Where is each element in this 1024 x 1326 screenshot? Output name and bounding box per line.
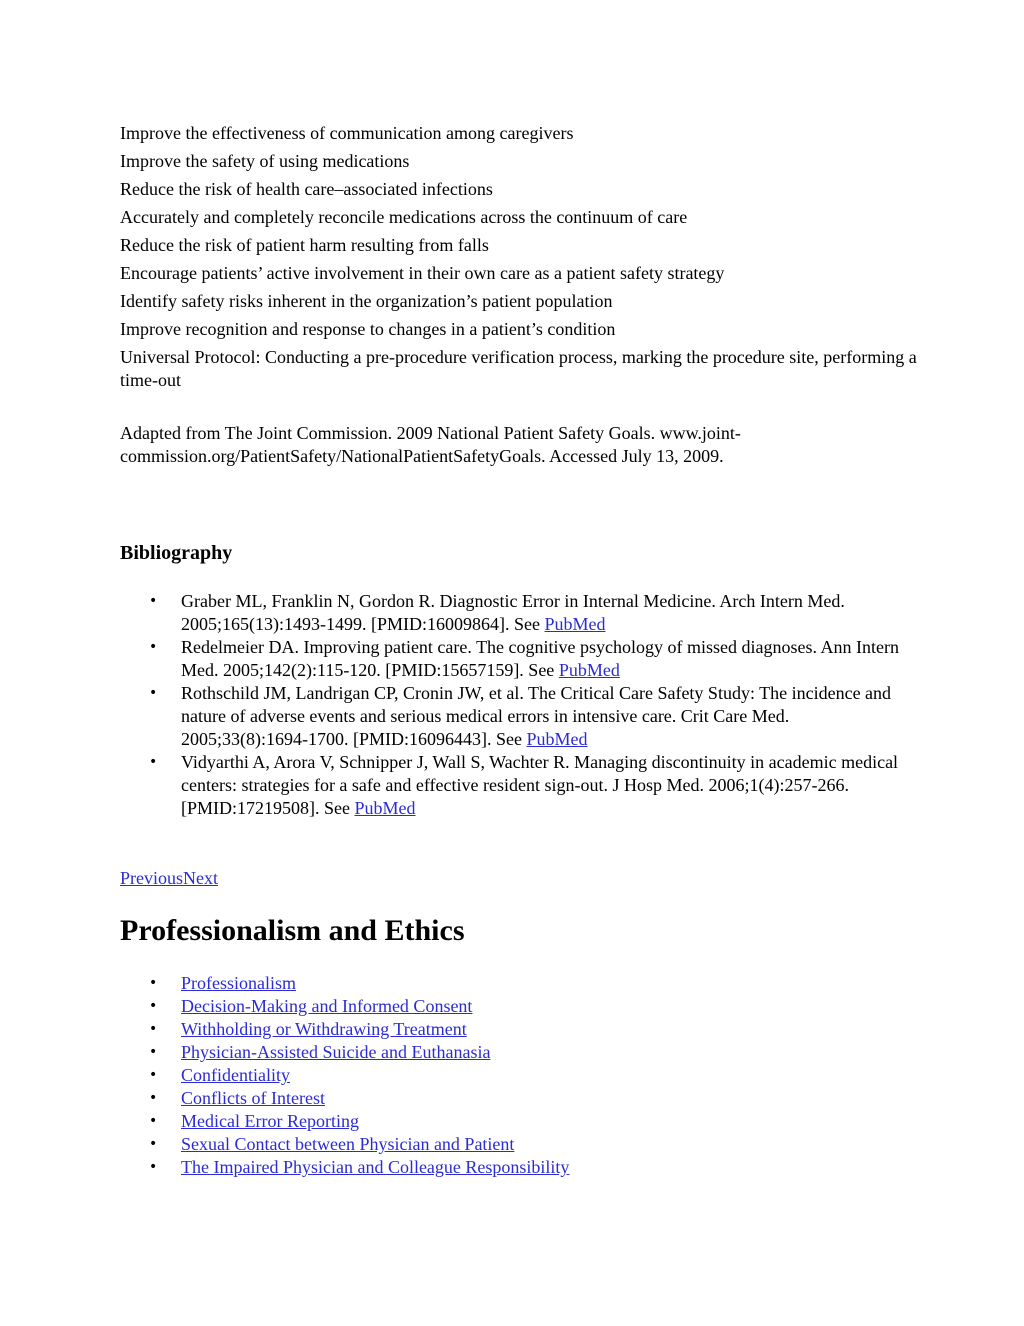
bibliography-heading: Bibliography	[120, 542, 233, 564]
bullet-icon: •	[149, 1136, 158, 1152]
goal-line: Universal Protocol: Conducting a pre-procedure verification process, marking the procedure site, performing a time-out	[120, 347, 917, 390]
goal-line: Improve the safety of using medications	[120, 151, 410, 171]
bullet-icon: •	[149, 1090, 158, 1106]
pubmed-link[interactable]: PubMed	[526, 729, 588, 749]
goal-line: Improve the effectiveness of communication among caregivers	[120, 123, 574, 143]
topic-item	[120, 1110, 820, 1133]
pubmed-link[interactable]: PubMed	[544, 614, 606, 634]
topic-link-professionalism[interactable]: Professionalism	[181, 973, 296, 993]
source-note: Adapted from The Joint Commission. 2009 National Patient Safety Goals. www.joint-commission.org/PatientSafety/NationalPatientSafetyGoals. Accessed July 13, 2009.	[120, 423, 741, 466]
topic-link-conflicts-of-interest[interactable]: Conflicts of Interest	[181, 1088, 325, 1108]
goal-line: Improve recognition and response to changes in a patient’s condition	[120, 319, 616, 339]
citation-text: Redelmeier DA. Improving patient care. The cognitive psychology of missed diagnoses. Ann Intern Med. 2005;142(2):115-120. [PMID:15657159]. See	[181, 637, 899, 680]
bullet-icon: •	[149, 1113, 158, 1129]
bibliography-list	[120, 590, 910, 820]
topic-item	[120, 1041, 820, 1064]
bullet-icon: •	[149, 1021, 158, 1037]
topic-link-decision-making[interactable]: Decision-Making and Informed Consent	[181, 996, 473, 1016]
topic-link-impaired-physician[interactable]: The Impaired Physician and Colleague Responsibility	[181, 1157, 570, 1177]
pubmed-link[interactable]: PubMed	[354, 798, 416, 818]
bullet-icon: •	[149, 975, 158, 991]
citation-text: Rothschild JM, Landrigan CP, Cronin JW, et al. The Critical Care Safety Study: The incidence and nature of adverse events and serious medical errors in intensive care. Crit Care Med. 2005;33(8):1694-1700. [PMID:16096443]. See	[181, 683, 892, 749]
goal-line: Accurately and completely reconcile medications across the continuum of care	[120, 207, 688, 227]
topic-link-assisted-suicide[interactable]: Physician-Assisted Suicide and Euthanasia	[181, 1042, 491, 1062]
bullet-icon: •	[149, 754, 158, 770]
bibliography-item	[120, 682, 910, 751]
bullet-icon: •	[149, 998, 158, 1014]
section-topic-list	[120, 972, 820, 1179]
topic-item	[120, 1087, 820, 1110]
topic-item	[120, 1156, 820, 1179]
pagination-nav	[120, 867, 218, 890]
goal-line: Encourage patients’ active involvement in their own care as a patient safety strategy	[120, 263, 725, 283]
goal-line: Reduce the risk of patient harm resulting from falls	[120, 235, 489, 255]
topic-item	[120, 1064, 820, 1087]
bullet-icon: •	[149, 639, 158, 655]
previous-link[interactable]: Previous	[120, 868, 183, 888]
section-title: Professionalism and Ethics	[120, 914, 465, 947]
next-link[interactable]: Next	[183, 868, 218, 888]
topic-item	[120, 972, 820, 995]
topic-item	[120, 1133, 820, 1156]
topic-item	[120, 1018, 820, 1041]
citation-text: Graber ML, Franklin N, Gordon R. Diagnostic Error in Internal Medicine. Arch Intern Med. 2005;165(13):1493-1499. [PMID:16009864]. See	[181, 591, 845, 634]
citation-text: Vidyarthi A, Arora V, Schnipper J, Wall S, Wachter R. Managing discontinuity in academic medical centers: strategies for a safe and effective resident sign-out. J Hosp Med. 2006;1(4):257-266. [PMID:17219508]. See	[181, 752, 899, 818]
pubmed-link[interactable]: PubMed	[558, 660, 620, 680]
bullet-icon: •	[149, 1044, 158, 1060]
topic-item	[120, 995, 820, 1018]
topic-link-medical-error-reporting[interactable]: Medical Error Reporting	[181, 1111, 359, 1131]
bibliography-item	[120, 751, 910, 820]
bullet-icon: •	[149, 1159, 158, 1175]
goal-line: Identify safety risks inherent in the organization’s patient population	[120, 291, 613, 311]
topic-link-withholding-treatment[interactable]: Withholding or Withdrawing Treatment	[181, 1019, 467, 1039]
bullet-icon: •	[149, 685, 158, 701]
safety-goals-list	[120, 122, 920, 392]
goal-line: Reduce the risk of health care–associated infections	[120, 179, 493, 199]
bibliography-item	[120, 590, 910, 636]
bullet-icon: •	[149, 1067, 158, 1083]
bullet-icon: •	[149, 593, 158, 609]
topic-link-confidentiality[interactable]: Confidentiality	[181, 1065, 290, 1085]
topic-link-sexual-contact[interactable]: Sexual Contact between Physician and Patient	[181, 1134, 515, 1154]
bibliography-item	[120, 636, 910, 682]
